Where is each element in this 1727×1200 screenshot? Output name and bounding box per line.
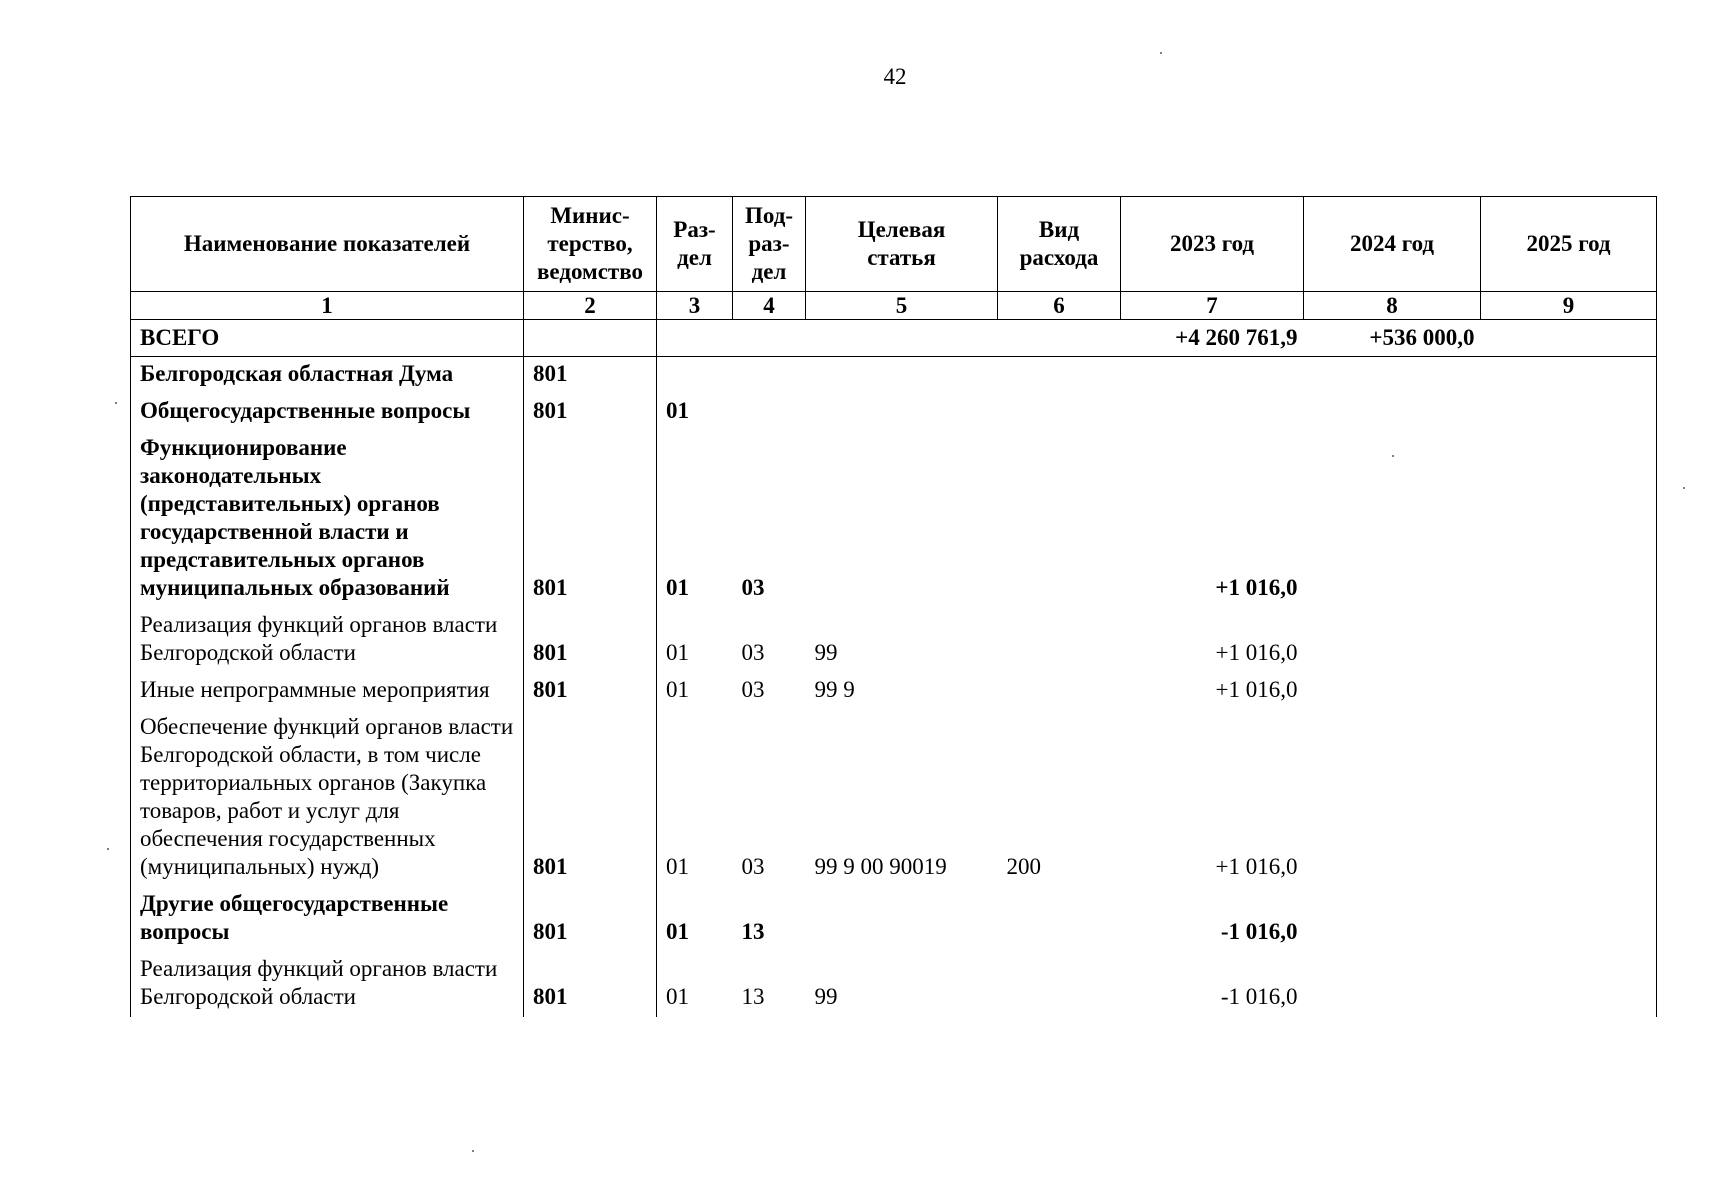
- total-2023-value: +4 260 761,9: [1121, 320, 1304, 357]
- target-article: [806, 394, 998, 431]
- budget-table: [130, 196, 1657, 1017]
- table-row: [131, 608, 1657, 673]
- amount-2024: [1304, 673, 1481, 710]
- amount-2025: [1481, 673, 1657, 710]
- expense-type: [998, 431, 1121, 608]
- target-article: [806, 357, 998, 395]
- table-row: [131, 357, 1657, 395]
- ministry-code: 801: [524, 608, 657, 673]
- column-number: 4: [733, 292, 806, 320]
- target-article: [806, 431, 998, 608]
- subsection-code: 03: [741, 854, 765, 879]
- scan-speck: [472, 1150, 474, 1152]
- column-number: 8: [1304, 292, 1481, 320]
- column-number: 6: [998, 292, 1121, 320]
- section-code: [657, 357, 733, 395]
- scan-speck: [1392, 455, 1394, 457]
- table-row: [131, 952, 1657, 1017]
- subsection-code: 13: [741, 984, 765, 1009]
- total-label: ВСЕГО: [131, 320, 524, 357]
- amount-2023: -1 016,0: [1220, 919, 1298, 944]
- indicator-name: Реализация функций органов власти Белгородской области: [131, 608, 524, 673]
- amount-2024: [1304, 952, 1481, 1017]
- ministry-code: 801: [524, 673, 657, 710]
- amount-2023: [1121, 357, 1304, 395]
- amount-2024: [1304, 608, 1481, 673]
- section-code: 01: [657, 887, 733, 952]
- subsection-code: 03: [741, 677, 765, 702]
- total-empty-cell: [733, 320, 806, 357]
- column-number: 1: [131, 292, 524, 320]
- column-number: 7: [1121, 292, 1304, 320]
- indicator-name: Функционирование законодательных (представительных) органов государственной власти и представительных органов муниципальных образований: [131, 431, 524, 608]
- target-article: 99 9: [814, 677, 855, 702]
- amount-2023: +1 016,0: [1215, 575, 1298, 600]
- subsection-code: [733, 357, 806, 395]
- expense-type: [998, 952, 1121, 1017]
- expense-type: [998, 357, 1121, 395]
- header-cell: Наименование показателей: [131, 197, 524, 292]
- total-empty-cell: [806, 320, 998, 357]
- subsection-code: [733, 394, 806, 431]
- scan-speck: [1160, 52, 1162, 54]
- section-code: 01: [657, 710, 733, 887]
- table-row: [131, 431, 1657, 608]
- indicator-name: Обеспечение функций органов власти Белгородской области, в том числе территориальных органов (Закупка товаров, работ и услуг для обеспечения государственных (муниципальных) нужд): [131, 710, 524, 887]
- subsection-code: 03: [741, 640, 765, 665]
- amount-2023: +1 016,0: [1215, 640, 1298, 665]
- expense-type: 200: [1006, 854, 1041, 879]
- expense-type: [998, 673, 1121, 710]
- subsection-code: 03: [741, 575, 765, 600]
- section-code: 01: [657, 394, 733, 431]
- header-cell: Минис- терство, ведомство: [524, 197, 657, 292]
- section-code: 01: [657, 431, 733, 608]
- section-code: 01: [657, 608, 733, 673]
- expense-type: [998, 887, 1121, 952]
- amount-2023: [1121, 394, 1304, 431]
- table-body: [131, 320, 1657, 1018]
- amount-2025: [1481, 887, 1657, 952]
- header-cell: Целевая статья: [806, 197, 998, 292]
- target-article: 99: [814, 984, 838, 1009]
- amount-2025: [1481, 608, 1657, 673]
- total-empty-cell: [657, 320, 733, 357]
- column-number: 3: [657, 292, 733, 320]
- total-2024-value: +536 000,0: [1304, 320, 1481, 357]
- header-cell: Вид расхода: [998, 197, 1121, 292]
- table-row: [131, 887, 1657, 952]
- ministry-code: 801: [524, 357, 657, 395]
- header-cell: Под- раз- дел: [733, 197, 806, 292]
- amount-2024: [1304, 431, 1481, 608]
- amount-2023: +1 016,0: [1215, 854, 1298, 879]
- page-number: 42: [883, 64, 907, 89]
- amount-2023: -1 016,0: [1220, 984, 1298, 1009]
- table-row: [131, 394, 1657, 431]
- ministry-code: 801: [524, 952, 657, 1017]
- target-article: [806, 887, 998, 952]
- amount-2025: [1481, 952, 1657, 1017]
- header-cell: Раз- дел: [657, 197, 733, 292]
- header-cell: 2024 год: [1304, 197, 1481, 292]
- amount-2025: [1481, 357, 1657, 395]
- indicator-name: Реализация функций органов власти Белгородской области: [131, 952, 524, 1017]
- indicator-name: Иные непрограммные мероприятия: [131, 673, 524, 710]
- table-row: [131, 710, 1657, 887]
- amount-2023: +1 016,0: [1215, 677, 1298, 702]
- header-cell: 2023 год: [1121, 197, 1304, 292]
- total-row: [131, 320, 1657, 357]
- scan-speck: [1683, 487, 1685, 489]
- table-row: [131, 673, 1657, 710]
- expense-type: [998, 608, 1121, 673]
- amount-2025: [1481, 431, 1657, 608]
- ministry-code: 801: [524, 431, 657, 608]
- scan-speck: [107, 848, 109, 850]
- indicator-name: Другие общегосударственные вопросы: [131, 887, 524, 952]
- ministry-code: 801: [524, 394, 657, 431]
- amount-2024: [1304, 710, 1481, 887]
- total-empty-cell: [998, 320, 1121, 357]
- column-number: 5: [806, 292, 998, 320]
- subsection-code: 13: [741, 919, 765, 944]
- scan-speck: [115, 402, 117, 404]
- amount-2024: [1304, 394, 1481, 431]
- amount-2025: [1481, 394, 1657, 431]
- indicator-name: Общегосударственные вопросы: [131, 394, 524, 431]
- column-number-row: [131, 292, 1657, 320]
- amount-2024: [1304, 357, 1481, 395]
- target-article: 99: [814, 640, 838, 665]
- header-cell: 2025 год: [1481, 197, 1657, 292]
- ministry-code: 801: [524, 710, 657, 887]
- ministry-code: 801: [524, 887, 657, 952]
- column-number: 2: [524, 292, 657, 320]
- amount-2025: [1481, 710, 1657, 887]
- indicator-name: Белгородская областная Дума: [131, 357, 524, 395]
- column-number: 9: [1481, 292, 1657, 320]
- amount-2024: [1304, 887, 1481, 952]
- header-row: [131, 197, 1657, 292]
- expense-type: [998, 394, 1121, 431]
- total-2025-value: [1481, 320, 1657, 357]
- total-ministry-cell: [524, 320, 657, 357]
- target-article: 99 9 00 90019: [814, 854, 947, 879]
- section-code: 01: [657, 673, 733, 710]
- section-code: 01: [657, 952, 733, 1017]
